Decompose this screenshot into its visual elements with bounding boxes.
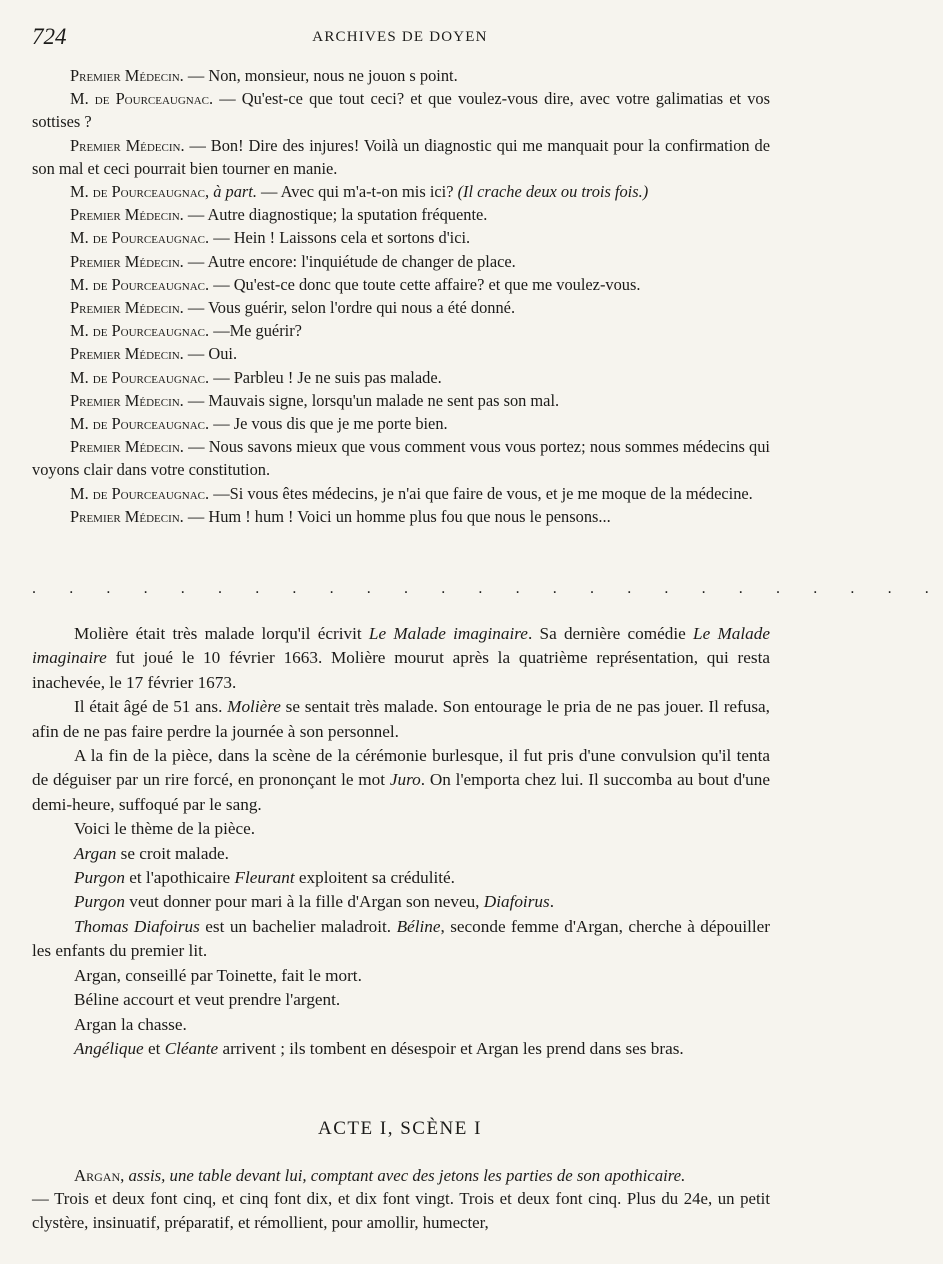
character-name: Béline bbox=[396, 916, 441, 936]
speech: Hum ! hum ! Voici un homme plus fou que nous le pensons... bbox=[208, 506, 611, 526]
paragraph bbox=[32, 1164, 770, 1187]
speech: Me guérir? bbox=[229, 321, 302, 341]
character-name: Fleurant bbox=[234, 868, 295, 888]
speech: Parbleu ! Je ne suis pas malade. bbox=[233, 367, 442, 387]
speaker: M. de Pourceaugnac, bbox=[70, 182, 210, 202]
dialogue-line: M. de Pourceaugnac. —Me guérir? bbox=[70, 321, 302, 341]
paragraph: Il était âgé de 51 ans. Molière se sentait très malade. Son entourage le pria de ne pas jouer. Il refusa, afin de ne pas faire perdre la journée à son personnel. bbox=[32, 697, 770, 741]
dialogue-line: Premier Médecin. — Autre diagnostique; la sputation fréquente. bbox=[70, 205, 488, 225]
dialogue-line: M. de Pourceaugnac. — Parbleu ! Je ne suis pas malade. bbox=[70, 367, 442, 387]
paragraph: — Trois et deux font cinq, et cinq font dix, et dix font vingt. Trois et deux font cinq. Plus du 24e, un petit clystère, insinuatif, préparatif, et rémollient, pour amollir, humecter, bbox=[32, 1189, 770, 1232]
character-name: Cléante bbox=[164, 1038, 219, 1058]
speaker: Premier Médecin. bbox=[70, 298, 184, 318]
speaker: M. de Pourceaugnac. bbox=[70, 321, 210, 341]
speaker: Premier Médecin. bbox=[70, 251, 184, 271]
paragraph: A la fin de la pièce, dans la scène de la cérémonie burlesque, il fut pris d'une convulsion qu'il tenta de déguiser par un rire forcé, en prononçant le mot Juro. On l'emporta chez lui. Il succomba au bout d'une demi-heure, suffoqué par le sang. bbox=[32, 746, 771, 814]
paragraph: Purgon veut donner pour mari à la fille d'Argan son neveu, Diafoirus. bbox=[74, 892, 554, 912]
character-name: Purgon bbox=[74, 868, 125, 888]
speaker: M. de Pourceaugnac. bbox=[70, 414, 210, 434]
dialogue-line: M. de Pourceaugnac. — Hein ! Laissons cela et sortons d'ici. bbox=[70, 228, 471, 248]
speaker: Premier Médecin. bbox=[70, 205, 184, 225]
speech: Si vous êtes médecins, je n'ai que faire de vous, et je me moque de la médecine. bbox=[229, 483, 753, 503]
character-name: Purgon bbox=[74, 892, 125, 912]
character-name: Diafoirus bbox=[483, 892, 550, 912]
paragraph: Argan la chasse. bbox=[74, 1014, 187, 1034]
speech: Je vous dis que je me porte bien. bbox=[233, 414, 448, 434]
dialogue-line: Premier Médecin. — Oui. bbox=[70, 344, 238, 364]
play-title: Le Malade imaginaire bbox=[368, 624, 528, 643]
dialogue-line: Premier Médecin. — Nous savons mieux que vous comment vous vous portez; nous sommes médecins qui voyons clair dans votre constitution. bbox=[32, 437, 770, 480]
aside-direction: à part. bbox=[213, 182, 257, 202]
paragraph: Béline accourt et veut prendre l'argent. bbox=[74, 990, 341, 1010]
speech: Non, monsieur, nous ne jouon s point. bbox=[208, 66, 458, 85]
paragraph: Angélique et Cléante arrivent ; ils tombent en désespoir et Argan les prend dans ses bras. bbox=[74, 1038, 684, 1058]
speech: Qu'est-ce donc que toute cette affaire? et que me voulez-vous. bbox=[233, 274, 641, 294]
speaker: Premier Médecin. bbox=[70, 506, 184, 526]
dialogue-line: Premier Médecin. — Mauvais signe, lorsqu'un malade ne sent pas son mal. bbox=[70, 390, 560, 410]
stage-direction: assis, une table devant lui, comptant avec des jetons les parties de son apothicaire. bbox=[124, 1166, 686, 1185]
page-header bbox=[30, 24, 770, 50]
speaker: M. de Pourceaugnac. bbox=[70, 367, 210, 387]
speaker: M. de Pourceaugnac. bbox=[70, 483, 210, 503]
dialogue-line: Premier Médecin. — Bon! Dire des injures! Voilà un diagnostic qui me manquait pour la confirmation de son mal et ceci pourrait bien tourner en manie. bbox=[32, 135, 770, 178]
speech: Qu'est-ce que tout ceci? et que voulez-vous dire, avec votre galimatias et vos sottises ? bbox=[32, 89, 770, 132]
ellipsis-dots: . . . . . . . . . . . . . . . . . . . . . . . . . bbox=[32, 580, 943, 597]
character-name: Thomas Diafoirus bbox=[74, 916, 200, 936]
play-title: Le Malade imaginaire bbox=[32, 624, 770, 668]
dialogue-line: Premier Médecin. — Non, monsieur, nous ne jouon s point. bbox=[70, 66, 458, 85]
dialogue-line: Premier Médecin. — Autre encore: l'inquiétude de changer de place. bbox=[70, 251, 516, 271]
speech: Nous savons mieux que vous comment vous vous portez; nous sommes médecins qui voyons clair dans votre constitution. bbox=[32, 437, 770, 480]
speech: Autre encore: l'inquiétude de changer de place. bbox=[207, 251, 516, 271]
speech: Vous guérir, selon l'ordre qui nous a été donné. bbox=[208, 298, 516, 318]
character-name: Angélique bbox=[74, 1038, 144, 1058]
dialogue-line: M. de Pourceaugnac. —Si vous êtes médecins, je n'ai que faire de vous, et je me moque de la médecine. bbox=[70, 483, 753, 503]
speech: Mauvais signe, lorsqu'un malade ne sent pas son mal. bbox=[208, 390, 560, 410]
speaker: M. de Pourceaugnac. bbox=[70, 228, 210, 248]
speaker: M. de Pourceaugnac. bbox=[70, 274, 210, 294]
speech: Oui. bbox=[208, 344, 238, 364]
running-title: ARCHIVES DE DOYEN bbox=[312, 29, 488, 45]
speech: Bon! Dire des injures! Voilà un diagnostic qui me manquait pour la confirmation de son mal et ceci pourrait bien tourner en manie. bbox=[32, 135, 770, 178]
speech: Hein ! Laissons cela et sortons d'ici. bbox=[233, 228, 471, 248]
dialogue-line: M. de Pourceaugnac. — Qu'est-ce donc que toute cette affaire? et que me voulez-vous. bbox=[70, 274, 641, 294]
dialogue-line: Premier Médecin. — Hum ! hum ! Voici un homme plus fou que nous le pensons... bbox=[70, 506, 611, 526]
paragraph: Voici le thème de la pièce. bbox=[74, 819, 256, 839]
paragraph: Thomas Diafoirus est un bachelier maladroit. Béline, seconde femme d'Argan, cherche à dépouiller les enfants du premier lit. bbox=[32, 916, 770, 961]
character-name: Argan bbox=[74, 843, 117, 863]
speaker: Premier Médecin. bbox=[70, 437, 184, 457]
speech: Autre diagnostique; la sputation fréquente. bbox=[207, 205, 488, 225]
speaker: Argan, bbox=[74, 1166, 125, 1185]
dialogue-line: M. de Pourceaugnac. — Je vous dis que je me porte bien. bbox=[70, 414, 448, 434]
narrative-block bbox=[32, 622, 770, 1061]
dialogue-line: Premier Médecin. — Vous guérir, selon l'ordre qui nous a été donné. bbox=[70, 298, 516, 318]
ellipsis-divider bbox=[32, 580, 943, 598]
dialogue-line: M. de Pourceaugnac. — Qu'est-ce que tout ceci? et que voulez-vous dire, avec votre galimatias et vos sottises ? bbox=[32, 89, 770, 132]
act-heading: ACTE I, SCÈNE I bbox=[318, 1118, 482, 1139]
paragraph: Argan se croit malade. bbox=[74, 843, 229, 863]
speaker: Premier Médecin. bbox=[70, 390, 184, 410]
speaker: Premier Médecin. bbox=[70, 344, 184, 364]
page-number: 724 bbox=[32, 24, 67, 49]
speaker: M. de Pourceaugnac. bbox=[70, 89, 214, 109]
name-italic: Molière bbox=[227, 697, 281, 717]
stage-direction: (Il crache deux ou trois fois.) bbox=[457, 182, 649, 202]
word-italic: Juro bbox=[389, 770, 421, 790]
paragraph: Molière était très malade lorqu'il écrivit Le Malade imaginaire. Sa dernière comédie Le Malade imaginaire fut joué le 10 février 1663. Molière mourut après la quatrième représentation, qui resta inachevée, le 17 février 1673. bbox=[32, 624, 770, 692]
speaker: Premier Médecin. bbox=[70, 135, 185, 155]
scene-block bbox=[32, 1164, 770, 1234]
dialogue-block bbox=[32, 64, 770, 528]
dialogue-line: M. de Pourceaugnac, à part. — Avec qui m'a-t-on mis ici? (Il crache deux ou trois fois.) bbox=[70, 182, 649, 202]
speech: Avec qui m'a-t-on mis ici? bbox=[280, 182, 458, 202]
speaker: Premier Médecin. bbox=[70, 66, 184, 85]
paragraph: Argan, conseillé par Toinette, fait le mort. bbox=[74, 965, 362, 985]
paragraph: Purgon et l'apothicaire Fleurant exploitent sa crédulité. bbox=[74, 868, 455, 888]
